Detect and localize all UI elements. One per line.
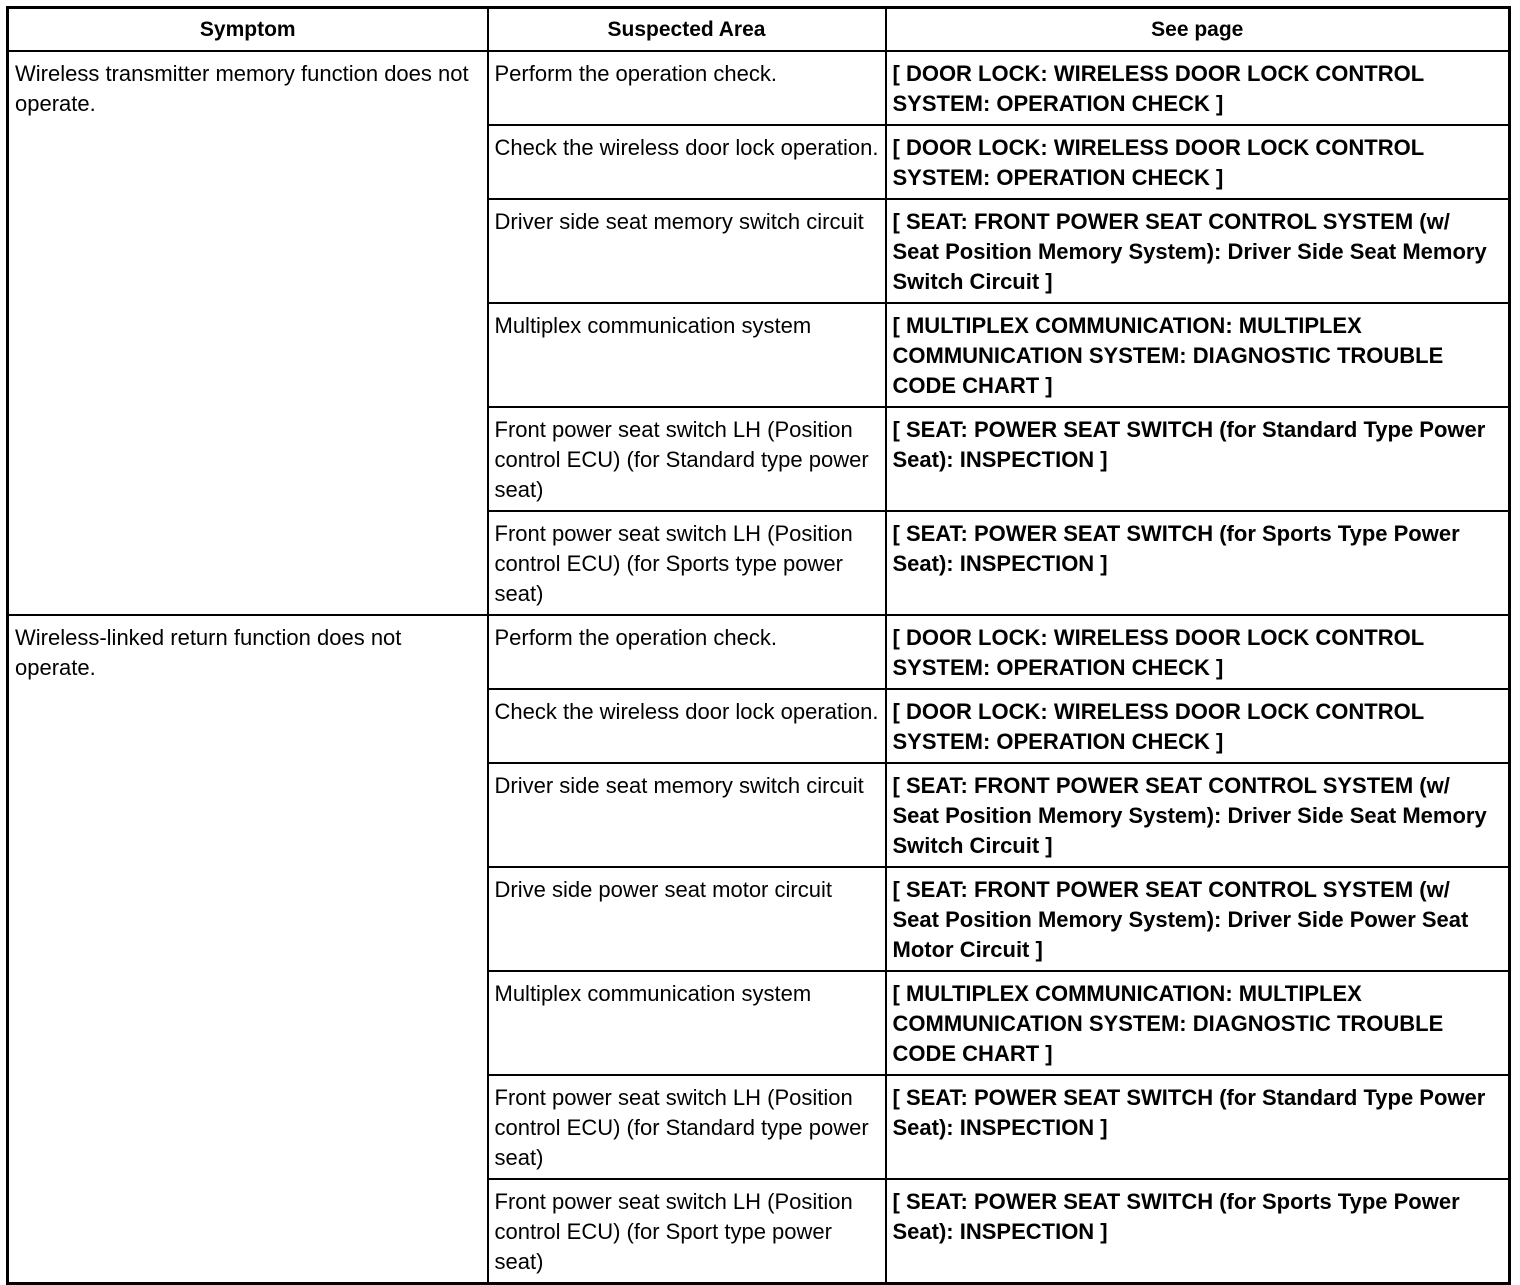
see-page-link[interactable]: [ SEAT: POWER SEAT SWITCH (for Sports Type Power Seat): INSPECTION ] [886, 511, 1510, 615]
see-page-link[interactable]: [ DOOR LOCK: WIRELESS DOOR LOCK CONTROL SYSTEM: OPERATION CHECK ] [886, 615, 1510, 689]
suspected-area-cell: Perform the operation check. [488, 51, 886, 125]
see-page-link[interactable]: [ SEAT: POWER SEAT SWITCH (for Sports Type Power Seat): INSPECTION ] [886, 1179, 1510, 1284]
see-page-link[interactable]: [ SEAT: POWER SEAT SWITCH (for Standard Type Power Seat): INSPECTION ] [886, 407, 1510, 511]
symptom-table [6, 6, 1511, 1285]
table-row [8, 615, 1510, 689]
suspected-area-cell: Front power seat switch LH (Position control ECU) (for Sports type power seat) [488, 511, 886, 615]
header-row [8, 8, 1510, 52]
suspected-area-cell: Front power seat switch LH (Position control ECU) (for Standard type power seat) [488, 407, 886, 511]
suspected-area-cell: Drive side power seat motor circuit [488, 867, 886, 971]
see-page-link[interactable]: [ DOOR LOCK: WIRELESS DOOR LOCK CONTROL SYSTEM: OPERATION CHECK ] [886, 689, 1510, 763]
suspected-area-cell: Driver side seat memory switch circuit [488, 199, 886, 303]
suspected-area-cell: Perform the operation check. [488, 615, 886, 689]
see-page-link[interactable]: [ DOOR LOCK: WIRELESS DOOR LOCK CONTROL SYSTEM: OPERATION CHECK ] [886, 125, 1510, 199]
header-suspected-area: Suspected Area [488, 8, 886, 52]
see-page-link[interactable]: [ SEAT: FRONT POWER SEAT CONTROL SYSTEM (w/ Seat Position Memory System): Driver Side Power Seat Motor Circuit ] [886, 867, 1510, 971]
header-symptom: Symptom [8, 8, 488, 52]
see-page-link[interactable]: [ DOOR LOCK: WIRELESS DOOR LOCK CONTROL SYSTEM: OPERATION CHECK ] [886, 51, 1510, 125]
suspected-area-cell: Check the wireless door lock operation. [488, 689, 886, 763]
suspected-area-cell: Multiplex communication system [488, 971, 886, 1075]
symptom-cell: Wireless transmitter memory function does not operate. [8, 51, 488, 615]
symptom-cell: Wireless-linked return function does not operate. [8, 615, 488, 1284]
suspected-area-cell: Front power seat switch LH (Position control ECU) (for Sport type power seat) [488, 1179, 886, 1284]
see-page-link[interactable]: [ MULTIPLEX COMMUNICATION: MULTIPLEX COMMUNICATION SYSTEM: DIAGNOSTIC TROUBLE CODE CHART ] [886, 971, 1510, 1075]
suspected-area-cell: Driver side seat memory switch circuit [488, 763, 886, 867]
suspected-area-cell: Check the wireless door lock operation. [488, 125, 886, 199]
see-page-link[interactable]: [ SEAT: FRONT POWER SEAT CONTROL SYSTEM (w/ Seat Position Memory System): Driver Side Seat Memory Switch Circuit ] [886, 199, 1510, 303]
header-see-page: See page [886, 8, 1510, 52]
suspected-area-cell: Multiplex communication system [488, 303, 886, 407]
table-row [8, 51, 1510, 125]
see-page-link[interactable]: [ MULTIPLEX COMMUNICATION: MULTIPLEX COMMUNICATION SYSTEM: DIAGNOSTIC TROUBLE CODE CHART ] [886, 303, 1510, 407]
see-page-link[interactable]: [ SEAT: POWER SEAT SWITCH (for Standard Type Power Seat): INSPECTION ] [886, 1075, 1510, 1179]
see-page-link[interactable]: [ SEAT: FRONT POWER SEAT CONTROL SYSTEM (w/ Seat Position Memory System): Driver Side Seat Memory Switch Circuit ] [886, 763, 1510, 867]
suspected-area-cell: Front power seat switch LH (Position control ECU) (for Standard type power seat) [488, 1075, 886, 1179]
